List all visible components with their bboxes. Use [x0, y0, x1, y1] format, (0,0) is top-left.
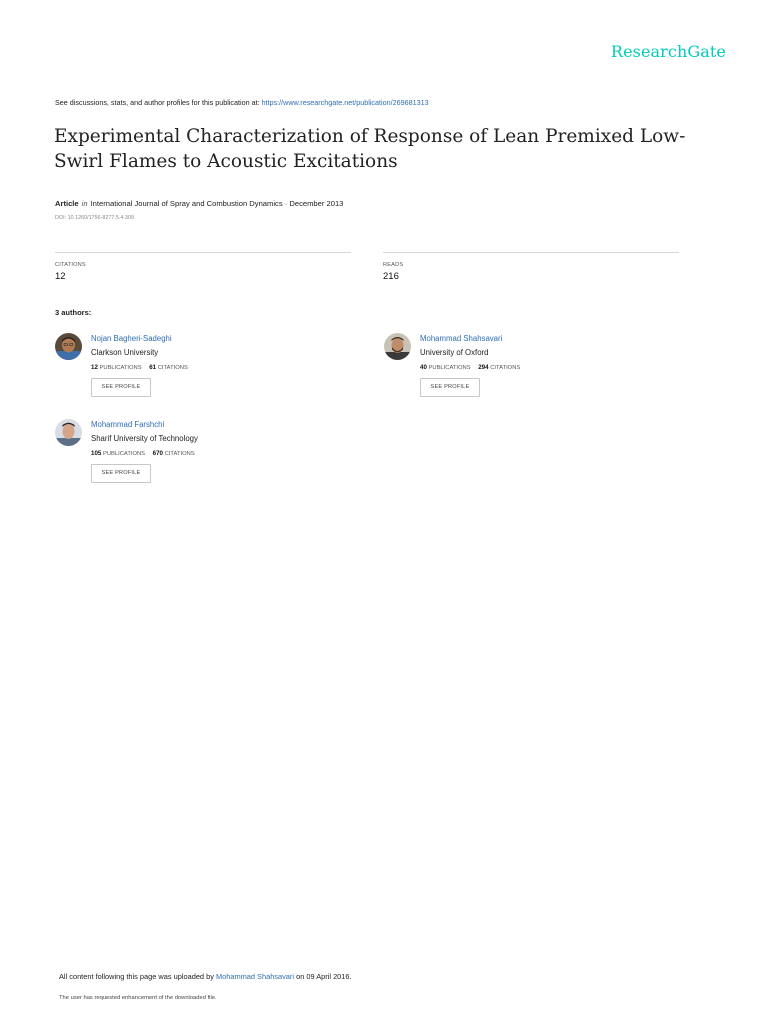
enhancement-note: The user has requested enhancement of the downloaded file.: [59, 995, 217, 1001]
citations-label: CITATIONS: [157, 365, 188, 371]
citations-label: CITATIONS: [490, 365, 521, 371]
citations-count: 294: [478, 364, 489, 371]
upload-note: [59, 972, 352, 981]
publication-meta: [55, 199, 343, 208]
publication-url-link[interactable]: https://www.researchgate.net/publication/269681313: [261, 98, 429, 107]
upload-suffix: on 09 April 2016.: [296, 972, 352, 981]
reads-stat: [383, 252, 679, 282]
publications-count: 105: [91, 450, 102, 457]
author-avatar[interactable]: [384, 333, 411, 360]
publications-label: PUBLICATIONS: [99, 365, 142, 371]
author-institution: Sharif University of Technology: [91, 434, 198, 443]
publication-title: Experimental Characterization of Response of Lean Premixed Low-Swirl Flames to Acoustic Excitations: [54, 126, 686, 172]
reads-label: READS: [383, 262, 404, 268]
publications-label: PUBLICATIONS: [428, 365, 471, 371]
citations-stat: [55, 252, 351, 282]
author-card: [55, 333, 335, 403]
citations-count: 61: [149, 364, 157, 371]
author-name-link[interactable]: Nojan Bagheri-Sadeghi: [91, 334, 172, 343]
discussion-line: [55, 98, 429, 107]
authors-heading: 3 authors:: [55, 308, 92, 317]
author-name-link[interactable]: Mohammad Farshchi: [91, 420, 165, 429]
author-stats: [91, 450, 198, 457]
author-avatar[interactable]: [55, 333, 82, 360]
author-stats: [91, 364, 188, 371]
author-card: [384, 333, 664, 403]
author-card: [55, 419, 335, 489]
author-institution: University of Oxford: [420, 348, 489, 357]
discussion-prefix: See discussions, stats, and author profiles for this publication at:: [55, 98, 260, 107]
publications-count: 12: [91, 364, 98, 371]
avatar-photo-icon: [55, 333, 82, 360]
citations-label: CITATIONS: [55, 262, 86, 268]
author-avatar[interactable]: [55, 419, 82, 446]
publications-count: 40: [420, 364, 427, 371]
doi: DOI: 10.1260/1756-8277.5.4.309: [55, 215, 134, 221]
see-profile-button[interactable]: SEE PROFILE: [91, 464, 151, 483]
publication-type: Article: [55, 199, 79, 208]
author-name-link[interactable]: Mohammad Shahsavari: [420, 334, 503, 343]
citations-count: 670: [152, 450, 163, 457]
citations-label: CITATIONS: [164, 451, 195, 457]
see-profile-button[interactable]: SEE PROFILE: [420, 378, 480, 397]
researchgate-logo[interactable]: ResearchGate: [610, 42, 726, 61]
reads-value: 216: [383, 271, 399, 282]
upload-prefix: All content following this page was uploaded by: [59, 972, 214, 981]
avatar-photo-icon: [55, 419, 82, 446]
journal-name[interactable]: International Journal of Spray and Combustion Dynamics · December 2013: [90, 199, 344, 208]
publications-label: PUBLICATIONS: [102, 451, 146, 457]
avatar-photo-icon: [384, 333, 411, 360]
author-stats: [420, 364, 520, 371]
citations-value: 12: [55, 271, 66, 282]
uploader-link[interactable]: Mohammad Shahsavari: [215, 972, 295, 981]
author-institution: Clarkson University: [91, 348, 159, 357]
see-profile-button[interactable]: SEE PROFILE: [91, 378, 151, 397]
in-label: in: [81, 199, 88, 208]
